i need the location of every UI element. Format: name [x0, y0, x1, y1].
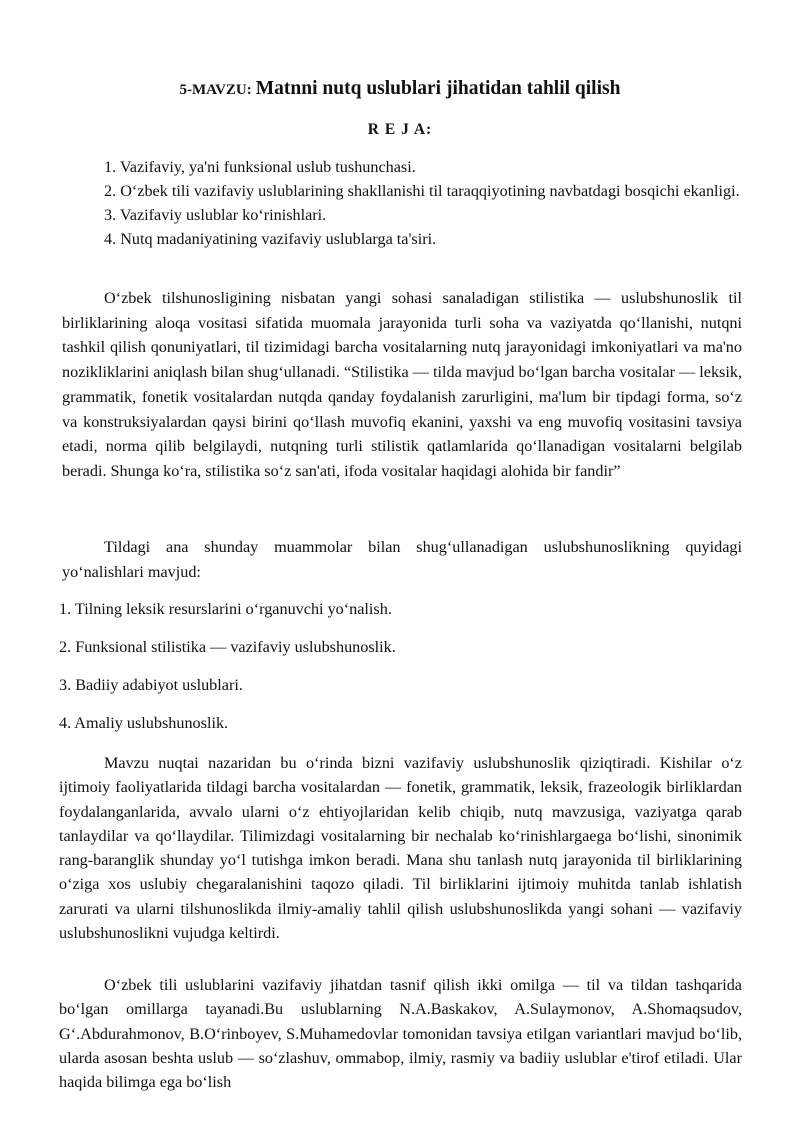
- topic-title: Matnni nutq uslublari jihatidan tahlil qilish: [255, 78, 621, 99]
- paragraph-stylistics: O‘zbek tilshunosligining nisbatan yangi sohasi sanaladigan stilistika — uslubshunoslik til birliklarining aloqa vositasi sifatida muomala jarayonida turli soha va vaziyatda qo‘llanishi, nutqni tashkil qilish qonuniyatlari, til tizimidagi barcha vositalarning nutq jarayonidagi imkoniyatlari va ma'no nozikliklarini aniqlash bilan shug‘ullanadi. “Stilistika — tilda mavjud bo‘lgan barcha vositalar — leksik, grammatik, fonetik vositalardan nutqda qanday foydalanish zarurligini, ma'lum bir tipdagi forma, so‘z va konstruksiyalardan qaysi birini qo‘llash muvofiq ekanini, yaxshi va eng muvofiq vositasini tavsiya etadi, norma qilib belgilaydi, nutqning turli stilistik qatlamlarida qo‘llanadigan vositalarni belgilab beradi. Shunga ko‘ra, stilistika so‘z san'ati, ifoda vositalar haqidagi alohida bir fandir”: [62, 289, 742, 480]
- direction-item: 2. Funksional stilistika — vazifaviy uslubshunoslik.: [59, 638, 396, 656]
- direction-item: 4. Amaliy uslubshunoslik.: [59, 714, 229, 732]
- paragraph-functional-stylistics: Mavzu nuqtai nazaridan bu o‘rinda bizni vazifaviy uslubshunoslik qiziqtiradi. Kishilar o‘z ijtimoiy faoliyatlarida tildagi barcha vositalardan — fonetik, grammatik, leksik, frazeologik birliklardan foydalanganlarida, avvalo ularni o‘z ehtiyojlaridan kelib chiqib, nutq mavzusiga, vaziyatga qarab tanlaydilar va qo‘llaydilar. Tilimizdagi vositalarning bir nechalab ko‘rinishlargaega bo‘lishi, sinonimik rang-baranglik shunday yo‘l tutishga imkon beradi. Mana shu tanlash nutq jarayonida til birliklarining o‘ziga xos uslubiy chegaralanishini taqozo qiladi. Til birliklarini ijtimoiy muhitda tanlab ishlatish zarurati va ularni tilshunoslikda ilmiy-amaliy tahlil qilish uslubshunoslikda yangi sohani — vazifaviy uslubshunoslikni vujudga keltirdi.: [59, 754, 742, 943]
- plan-item: 2. O‘zbek tili vazifaviy uslublarining shakllanishi til taraqqiyotining navbatdagi bosqichi ekanligi.: [104, 182, 740, 200]
- plan-item: 3. Vazifaviy uslublar ko‘rinishlari.: [104, 206, 327, 224]
- direction-item: 1. Tilning leksik resurslarini o‘rganuvchi yo‘nalish.: [59, 600, 392, 618]
- plan-item: 4. Nutq madaniyatining vazifaviy uslublarga ta'siri.: [104, 230, 437, 248]
- topic-number: 5-MAVZU:: [179, 82, 252, 98]
- direction-item: 3. Badiiy adabiyot uslublari.: [59, 676, 243, 694]
- plan-list: [59, 155, 742, 251]
- page-title: [0, 76, 800, 103]
- paragraph-style-classification: O‘zbek tili uslublarini vazifaviy jihatdan tasnif qilish ikki omilga — til va tildan tashqarida bo‘lgan omillarga tayanadi.Bu uslublarning N.A.Baskakov, A.Sulaymonov, A.Shomaqsudov, G‘.Abdurahmonov, B.O‘rinboyev, S.Muhamedovlar tomonidan tavsiya etilgan variantlari mavjud bo‘lib, ularda asosan beshta uslub — so‘zlashuv, ommabop, ilmiy, rasmiy va badiiy uslublar e'tirof etiladi. Ular haqida bilimga ega bo‘lish: [59, 976, 742, 1092]
- plan-heading: R E J A:: [367, 121, 433, 138]
- plan-item: 1. Vazifaviy, ya'ni funksional uslub tushunchasi.: [104, 158, 416, 176]
- paragraph-directions-intro: Tildagi ana shunday muammolar bilan shug‘ullanadigan uslubshunoslikning quyidagi yo‘nalishlari mavjud:: [62, 538, 742, 581]
